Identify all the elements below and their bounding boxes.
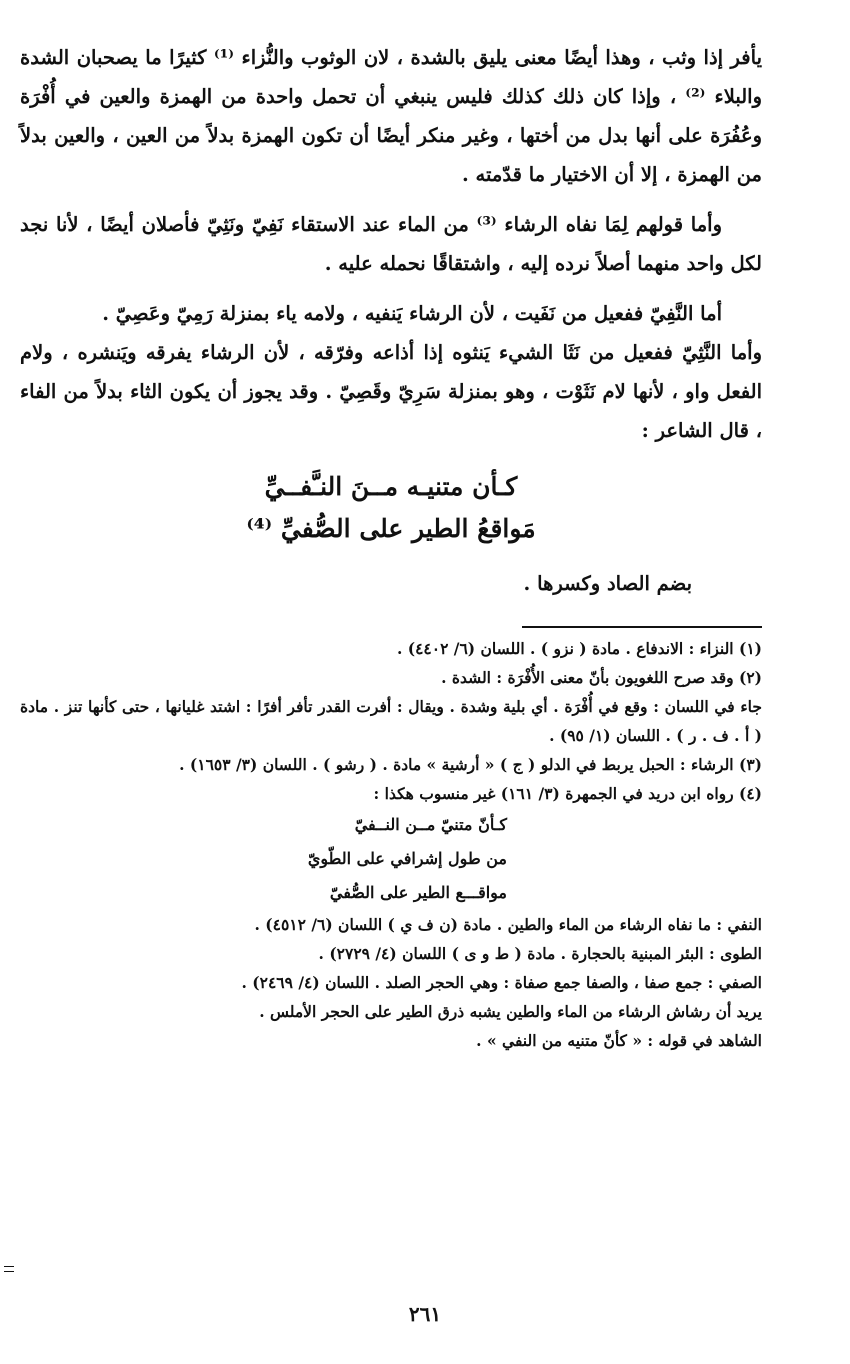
- margin-mark: [4, 1266, 14, 1272]
- paragraph-3a: أما النَّفِيّ ففعيل من نَفَيت ، لأن الرشاء يَنفيه ، ولامه ياء بمنزلة رَمِيّ وعَصِيّ .: [102, 302, 722, 325]
- page-number: ٢٦١: [408, 1302, 442, 1326]
- gloss-meaning: يريد أن رشاش الرشاء من الماء والطين يشبه ذرق الطير على الحجر الأملس .: [259, 1002, 762, 1021]
- paragraph-2: وأما قولهم لِمَا نفاه الرشاء ⁽³⁾ من الماء عند الاستقاء نَفِيّ ونَثِيّ فأصلان أيضًا ، لأنا نجد لكل واحد منهما أصلاً نرده إليه ، واشتقاقًا نحمله عليه .: [20, 213, 762, 275]
- footnote-verse-line-1: كـأنّ متنيّ مــن النــفيّ: [354, 815, 507, 834]
- book-page: [20, 38, 762, 1055]
- footnote-4: (٤) رواه ابن دريد في الجمهرة (٣/ ١٦١) غير منسوب هكذا :: [373, 784, 762, 803]
- footnote-1: (١) النزاء : الاندفاع . مادة ( نزو ) . اللسان (٦/ ٤٤٠٢) .: [396, 639, 762, 658]
- verse-note: بضم الصاد وكسرها .: [523, 572, 692, 595]
- gloss-witness: الشاهد في قوله : « كأنّ متنيه من النفي » .: [476, 1031, 762, 1050]
- gloss-sufi: الصفي : جمع صفا ، والصفا جمع صفاة : وهي الحجر الصلد . اللسان (٤/ ٢٤٦٩) .: [241, 973, 762, 992]
- footnote-2: (٢) وقد صرح اللغويون بأنّ معنى الأُفْرَة : الشدة .: [441, 668, 762, 687]
- main-text: [20, 38, 762, 450]
- footnote-2-continued: جاء في اللسان : وقع في أُفْرَة . أي بلية وشدة . ويقال : أفرت القدر تأفر أفرًا : اشتد غليانها ، حتى كأنها تنز . مادة ( أ . ف . ر ) . اللسان (١/ ٩٥) .: [20, 697, 762, 745]
- footnotes: [20, 634, 762, 1055]
- footnote-verse-line-3: مواقـــع الطير على الصُّفيّ: [329, 883, 507, 902]
- poem-verse: [20, 466, 762, 550]
- footnote-verse-line-2: من طول إشرافي على الطّويّ: [307, 849, 507, 868]
- paragraph-3b: وأما النَّثِيّ ففعيل من نَثَا الشيء يَنثوه إذا أذاعه وفرّقه ، لأن الرشاء يفرقه ويَنشره ، ولام الفعل واو ، لأنها لام نَثَوْت ، وهو بمنزلة سَرِيّ وقَصِيّ . وقد يجوز أن يكون الثاء بدلاً من الفاء ، قال الشاعر :: [20, 341, 762, 442]
- footnote-verse: [20, 808, 762, 910]
- gloss-tawi: الطوى : البئر المبنية بالحجارة . مادة ( ط و ى ) اللسان (٤/ ٢٧٢٩) .: [318, 944, 762, 963]
- footnote-3: (٣) الرشاء : الحبل يربط في الدلو ( ج ) « أرشية » مادة . ( رشو ) . اللسان (٣/ ١٦٥٣) .: [179, 755, 762, 774]
- verse-line-2: مَواقعُ الطير على الصُّفيِّ ⁽⁴⁾: [246, 514, 536, 543]
- paragraph-1: يأفر إذا وثب ، وهذا أيضًا معنى يليق بالشدة ، لان الوثوب والنُّزاء ⁽¹⁾ كثيرًا ما يصحبان الشدة والبلاء ⁽²⁾ ، وإذا كان ذلك كذلك فليس ينبغي أن تحمل واحدة من الهمزة والعين في أُفْرَة وعُفُرَة على أنها بدل من أختها ، وغير منكر أيضًا أن تكون الهمزة بدلاً من العين ، والعين بدلاً من الهمزة ، إلا أن الاختيار ما قدّمته .: [20, 46, 763, 186]
- footnote-separator: [522, 626, 762, 628]
- gloss-nafi: النفي : ما نفاه الرشاء من الماء والطين . مادة (ن ف ي ) اللسان (٦/ ٤٥١٢) .: [254, 915, 762, 934]
- verse-line-1: كـأن متنيـه مــنَ النـَّفــيِّ: [264, 472, 518, 501]
